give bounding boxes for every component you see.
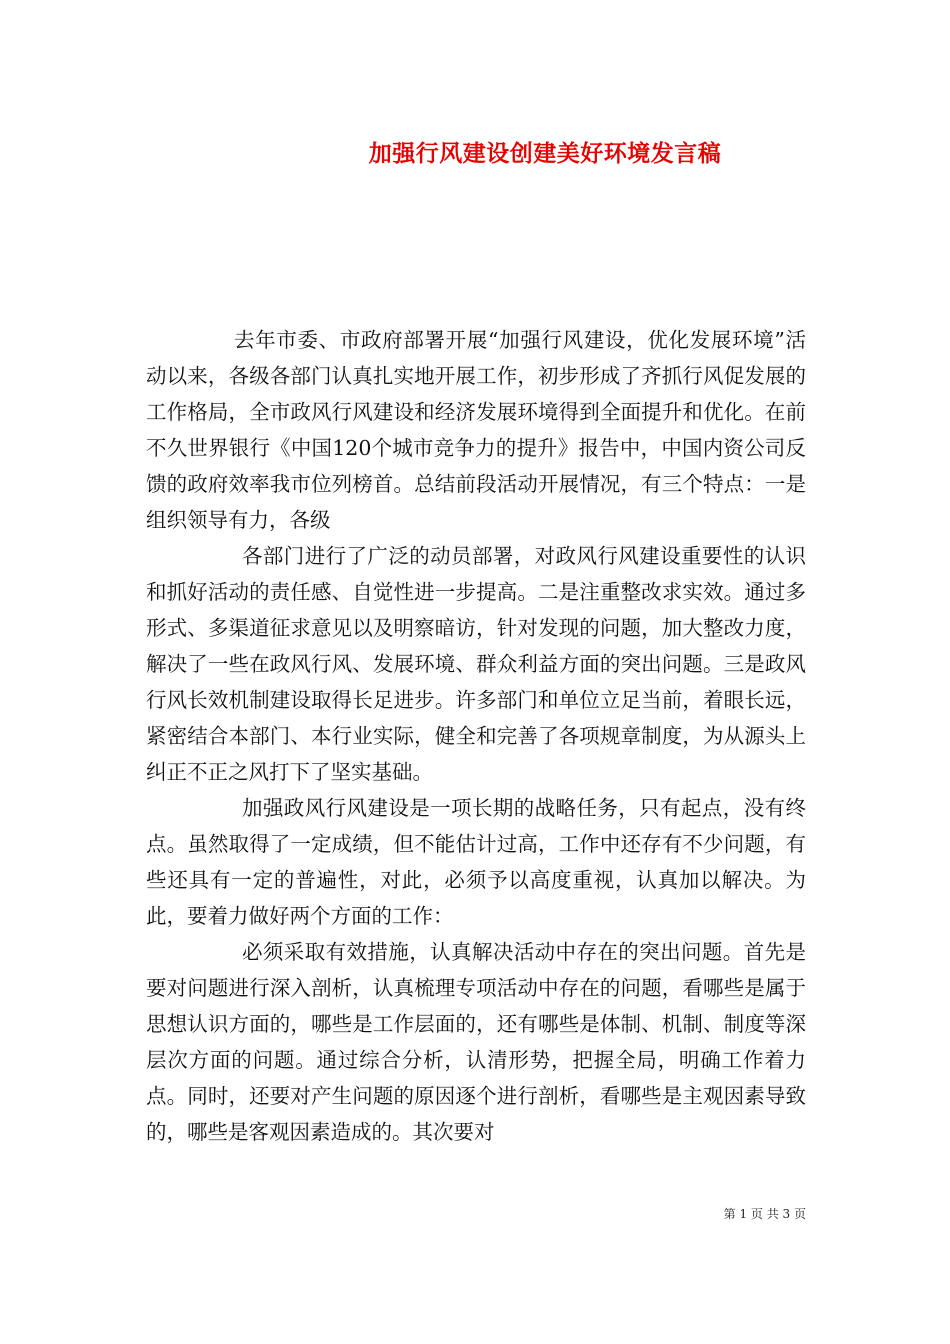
paragraph-4: 必须采取有效措施，认真解决活动中存在的突出问题。首先是要对问题进行深入剖析，认真梳理专项活动中存在的问题，看哪些是属于思想认识方面的，哪些是工作层面的，还有哪些是体制、机制、制度等深层次方面的问题。通过综合分析，认清形势，把握全局，明确工作着力点。同时，还要对产生问题的原因逐个进行剖析，看哪些是主观因素导致的，哪些是客观因素造成的。其次要对: [146, 940, 806, 1144]
document-body: [146, 322, 806, 1150]
paragraph-2: 各部门进行了广泛的动员部署，对政风行风建设重要性的认识和抓好活动的责任感、自觉性进一步提高。二是注重整改求实效。通过多形式、多渠道征求意见以及明察暗访，针对发现的问题，加大整改力度，解决了一些在政风行风、发展环境、群众利益方面的突出问题。三是政风行风长效机制建设取得长足进步。许多部门和单位立足当前，着眼长远，紧密结合本部门、本行业实际，健全和完善了各项规章制度，为从源头上纠正不正之风打下了坚实基础。: [146, 544, 806, 784]
paragraph-3: 加强政风行风建设是一项长期的战略任务，只有起点，没有终点。虽然取得了一定成绩，但不能估计过高，工作中还存有不少问题，有些还具有一定的普遍性，对此，必须予以高度重视，认真加以解决。为此，要着力做好两个方面的工作：: [146, 796, 806, 928]
document-title: 加强行风建设创建美好环境发言稿: [368, 140, 722, 167]
page-number-footer: 第 1 页 共 3 页: [723, 1207, 806, 1221]
paragraph-1: 去年市委、市政府部署开展“加强行风建设，优化发展环境”活动以来，各级各部门认真扎实地开展工作，初步形成了齐抓行风促发展的工作格局，全市政风行风建设和经济发展环境得到全面提升和优化。在前不久世界银行《中国120个城市竞争力的提升》报告中，中国内资公司反馈的政府效率我市位列榜首。总结前段活动开展情况，有三个特点：一是组织领导有力，各级: [146, 328, 806, 532]
